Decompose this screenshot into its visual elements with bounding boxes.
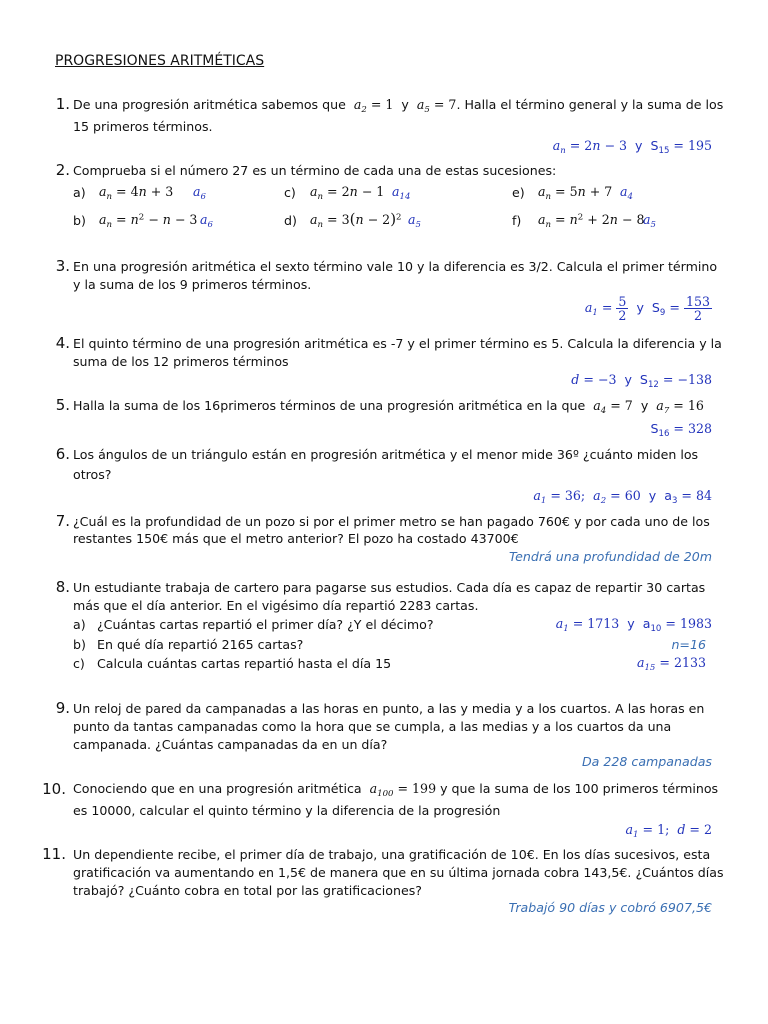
problem-text: En qué día repartió 2165 cartas? (97, 637, 304, 652)
problem-text: ¿Cuántas cartas repartió el primer día? ¿Y el décimo? (97, 617, 434, 632)
problem-text: otros? (73, 467, 112, 482)
problem-number: 2. (55, 161, 70, 179)
list-item: c) (284, 185, 296, 200)
problem-number: 8. (55, 578, 70, 596)
problem-text: es 10000, calcular el quinto término y la diferencia de la progresión (73, 803, 501, 818)
answer: $a_6$ (200, 212, 213, 230)
list-item: b) (73, 637, 86, 652)
answer: d = −3 y $S_{12} = -138$ (571, 372, 712, 390)
problem-text: Conociendo que en una progresión aritmética $a_{100} = 199$ y que la suma de los 100 primeros términos (73, 781, 719, 799)
problem-number: 4. (55, 334, 70, 352)
math-formula: $a_n = 4n + 3$ (99, 184, 174, 202)
answer: $a_1 = 1$; d = 2 (625, 822, 712, 840)
math-formula: $a_n = 3(n - 2)^2$ (310, 210, 402, 230)
answer: $a_5$ (643, 212, 656, 230)
math-formula: $a_5 = 7$ (416, 97, 457, 115)
problem-number: 3. (55, 257, 70, 275)
problem-number: 6. (55, 445, 70, 463)
problem-number: 10. (42, 780, 66, 798)
answer: Trabajó 90 días y cobró 6907,5€ (508, 900, 712, 915)
problem-text: trabajó? ¿Cuánto cobra en total por las gratificaciones? (73, 883, 422, 898)
problem-text: El quinto término de una progresión aritmética es -7 y el primer término es 5. Calcula la diferencia y la (73, 336, 722, 351)
list-item: c) (73, 656, 85, 671)
problem-number: 5. (55, 396, 70, 414)
problem-number: 11. (42, 845, 66, 863)
answer: $a_6$ (193, 184, 206, 202)
math-formula: $a_n = n^2 + 2n - 8$ (538, 212, 645, 230)
problem-text: De una progresión aritmética sabemos que $a_2 = 1$ y $a_5 = 7$. Halla el término general y la suma de los (73, 97, 724, 115)
answer: $a_4$ (620, 184, 633, 202)
answer: $a_5$ (408, 212, 421, 230)
list-item: b) (73, 213, 86, 228)
math-formula: $a_4 = 7$ (593, 398, 633, 416)
page-title: PROGRESIONES ARITMÉTICAS (55, 53, 265, 69)
problem-text: restantes 150€ más que el metro anterior? El pozo ha costado 43700€ (73, 531, 519, 546)
problem-text: más que el día anterior. En el vigésimo día repartió 2283 cartas. (73, 598, 479, 613)
answer: n=16 (671, 637, 706, 652)
answer: $a_1 = 1713$ y $a_{10} = 1983$ (555, 616, 712, 634)
problem-text: punto da tantas campanadas como la hora que se cumpla, a las medias y a los cuartos da una (73, 719, 672, 734)
answer: $a_{14}$ (392, 184, 411, 202)
answer: Da 228 campanadas (581, 754, 712, 769)
answer: Tendrá una profundidad de 20m (509, 549, 712, 564)
problem-text: Un dependiente recibe, el primer día de trabajo, una gratificación de 10€. En los días sucesivos, esta (73, 847, 711, 862)
problem-text: Calcula cuántas cartas repartió hasta el día 15 (97, 656, 392, 671)
math-formula: $a_n = 2n - 1$ (310, 184, 385, 202)
math-formula: $a_n = n^2 - n - 3$ (99, 212, 198, 230)
problem-number: 9. (55, 699, 70, 717)
math-formula: $a_n = 5n + 7$ (538, 184, 613, 202)
list-item: e) (512, 185, 525, 200)
problem-number: 1. (55, 95, 70, 113)
answer: $a_1 = 36$; $a_2 = 60$ y $a_3 = 84$ (533, 488, 712, 506)
problem-text: ¿Cuál es la profundidad de un pozo si por el primer metro se han pagado 760€ y por cada uno de los (73, 514, 710, 529)
answer: $a_{15} = 2133$ (636, 655, 706, 673)
math-formula: $a_{100} = 199$ (369, 781, 437, 799)
problem-text: campanada. ¿Cuántas campanadas da en un día? (73, 737, 388, 752)
list-item: f) (512, 213, 522, 228)
problem-text: Los ángulos de un triángulo están en progresión aritmética y el menor mide 36º ¿cuánto miden los (73, 447, 699, 462)
list-item: d) (284, 213, 297, 228)
problem-text: Halla la suma de los 16primeros términos de una progresión aritmética en la que $a_4 = 7$ y $a_7 = 16$ (73, 398, 704, 416)
problem-text: y la suma de los 9 primeros términos. (73, 277, 312, 292)
problem-text: En una progresión aritmética el sexto término vale 10 y la diferencia es 3/2. Calcula el primer término (73, 259, 718, 274)
problem-text: Un reloj de pared da campanadas a las horas en punto, a las y media y a los cuartos. A las horas en (73, 701, 705, 716)
answer: $a_n = 2n - 3$ y $S_{15} = 195$ (552, 138, 712, 156)
math-formula: $a_2 = 1$ (353, 97, 394, 115)
answer: $S_{16} = 328$ (650, 421, 712, 439)
problem-text: gratificación va aumentando en 1,5€ de manera que en su última jornada cobra 143,5€. ¿Cuántos días (73, 865, 724, 880)
problem-text: Comprueba si el número 27 es un término de cada una de estas sucesiones: (73, 163, 557, 178)
answer: $a_1$ = $\frac{5}{2}$ y $S_9$ = $\frac{153}{2}$ (584, 294, 710, 324)
problem-text: 15 primeros términos. (73, 119, 213, 134)
math-formula: $a_7 = 16$ (656, 398, 704, 416)
problem-text: Un estudiante trabaja de cartero para pagarse sus estudios. Cada día es capaz de repartir 30 cartas (73, 580, 706, 595)
list-item: a) (73, 185, 86, 200)
list-item: a) (73, 617, 86, 632)
problem-text: suma de los 12 primeros términos (73, 354, 289, 369)
problem-number: 7. (55, 512, 70, 530)
